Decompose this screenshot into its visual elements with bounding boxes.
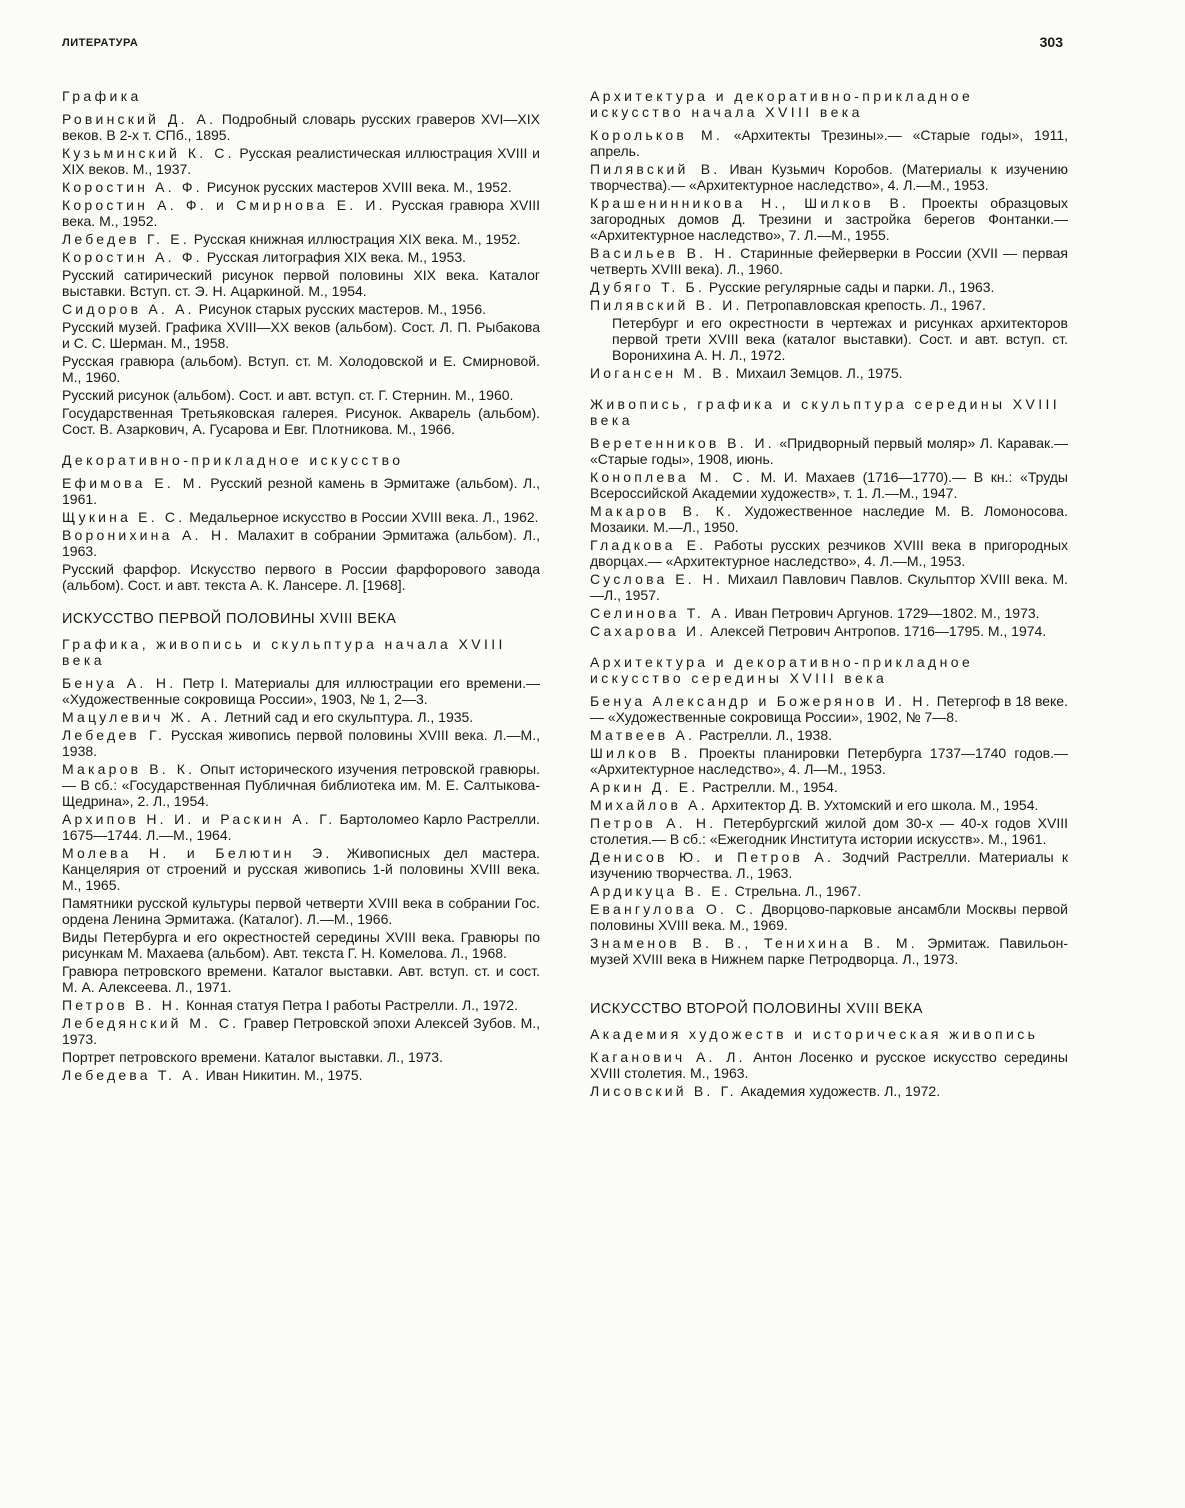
entry-text: «Архитекты Трезины».— «Старые годы», 1911, апрель. [590, 127, 1068, 159]
entry-text: Дворцово-парковые ансамбли Москвы первой половины XVIII века. М., 1969. [590, 901, 1068, 933]
entry-text: Иван Кузьмич Коробов. (Материалы к изучению творчества).— «Архитектурное наследство», 4. Л.—М., 1953. [590, 161, 1068, 193]
entry-text: Русский сатирический рисунок первой половины XIX века. Каталог выставки. Вступ. ст. Э. Н. Ацаркиной. М., 1954. [62, 267, 540, 299]
entry-text: Петр I. Материалы для иллюстрации его времени.— «Художественные сокровища России», 1903, № 1, 2—3. [62, 675, 540, 707]
bib-entry [62, 675, 540, 707]
bib-entry [62, 197, 540, 229]
entry-author: Лисовский В. Г. [590, 1083, 737, 1099]
bib-entry [590, 1083, 1068, 1099]
entry-text: Русская гравюра XVIII века. М., 1952. [62, 197, 541, 229]
bib-entry [62, 929, 540, 961]
bib-entry [62, 963, 540, 995]
entry-text: Опыт исторического изучения петровской гравюры.— В сб.: «Государственная Публичная библиотека им. М. Е. Салтыкова-Щедрина», 2. Л., 1954. [62, 761, 540, 809]
bib-entry [590, 245, 1068, 277]
entry-text: Работы русских резчиков XVIII века в пригородных дворцах.— «Архитектурное наследство», 4. Л.—М., 1953. [590, 537, 1069, 569]
entry-author: Селинова Т. А. [590, 605, 731, 621]
entry-author: Макаров В. К. [590, 503, 735, 519]
entry-text: Михаил Земцов. Л., 1975. [732, 365, 903, 381]
bib-entry [590, 815, 1068, 847]
entry-author: Лебедева Т. А. [62, 1067, 202, 1083]
entry-author: Матвеев А. [590, 727, 696, 743]
entry-text: Русские регулярные сады и парки. Л., 1963. [704, 279, 995, 295]
bib-entry [62, 997, 540, 1013]
section-heading: Графика [62, 88, 142, 104]
running-head: ЛИТЕРАТУРА [62, 37, 139, 49]
entry-text: Гравер Петровской эпохи Алексей Зубов. М., 1973. [62, 1015, 541, 1047]
bib-entry [62, 895, 540, 927]
bib-entry [62, 845, 540, 893]
entry-text: Малахит в собрании Эрмитажа (альбом). Л., 1963. [62, 527, 540, 559]
entry-text: Петропавловская крепость. Л., 1967. [742, 297, 986, 313]
entry-text: Стрельна. Л., 1967. [730, 883, 862, 899]
entry-text: Подробный словарь русских граверов XVI—XIX веков. В 2-х т. СПб., 1895. [62, 111, 540, 143]
bib-entry [590, 279, 1068, 295]
entry-text: Алексей Петрович Антропов. 1716—1795. М., 1974. [706, 623, 1047, 639]
entry-text: Живописных дел мастера. Канцелярия от строений и русская живопись 1-й половины XVIII века. М., 1965. [62, 845, 540, 893]
entry-author: Лебедев Г. [62, 727, 166, 743]
right-column [590, 86, 1068, 1101]
entry-text: Русская литография XIX века. М., 1953. [202, 249, 466, 265]
entry-author: Ардикуца В. Е. [590, 883, 731, 899]
entry-author: Денисов Ю. и Петров А. [590, 849, 835, 865]
section-heading: Живопись, графика и скульптура середины XVIII века [590, 396, 1061, 428]
entry-author: Михайлов А. [590, 797, 708, 813]
bib-entry [590, 727, 1068, 743]
bib-entry [590, 469, 1068, 501]
bib-entry [62, 761, 540, 809]
entry-text: М. И. Махаев (1716—1770).— В кн.: «Труды Всероссийской Академии художеств», т. 1. Л.—М., 1947. [590, 469, 1068, 501]
entry-author: Евангулова О. С. [590, 901, 757, 917]
bib-entry [62, 1049, 540, 1065]
entry-text: Иван Никитин. М., 1975. [201, 1067, 363, 1083]
bib-entry [62, 319, 540, 351]
entry-text: Эрмитаж. Павильон-музей XVIII века в Нижнем парке Петродворца. Л., 1973. [590, 935, 1068, 967]
entry-author: Петров А. Н. [590, 815, 717, 831]
bib-entry [590, 365, 1068, 381]
entry-author: Шилков В. [590, 745, 691, 761]
bib-entry [62, 179, 540, 195]
entry-author: Коростин А. Ф. [62, 179, 203, 195]
entry-author: Лебедев Г. Е. [62, 231, 190, 247]
bib-entry [590, 849, 1068, 881]
bib-entry [62, 475, 540, 507]
entry-text: Петербургский жилой дом 30-х — 40-х годов XVIII столетия.— В сб.: «Ежегодник Института истории искусств». М., 1961. [590, 815, 1068, 847]
entry-author: Петров В. Н. [62, 997, 183, 1013]
entry-author: Архипов Н. И. и Раскин А. Г. [62, 811, 336, 827]
entry-text: Русская живопись первой половины XVIII века. Л.—М., 1938. [62, 727, 540, 759]
entry-author: Сидоров А. А. [62, 301, 195, 317]
bib-entry [62, 353, 540, 385]
entry-text: Проекты планировки Петербурга 1737—1740 годов.— «Архитектурное наследство», 4. Л—М., 1953. [590, 745, 1068, 777]
entry-text: Медальерное искусство в России XVIII века. Л., 1962. [185, 509, 539, 525]
entry-text: Академия художеств. Л., 1972. [736, 1083, 941, 1099]
entry-author: Макаров В. К. [62, 761, 196, 777]
entry-text: Михаил Павлович Павлов. Скульптор XVIII века. М.—Л., 1957. [590, 571, 1068, 603]
entry-text: Русский рисунок (альбом). Сост. и авт. вступ. ст. Г. Стернин. М., 1960. [62, 387, 514, 403]
entry-text: Русский музей. Графика XVIII—XX веков (альбом). Сост. Л. П. Рыбакова и С. С. Шерман. М., 1958. [62, 319, 540, 351]
entry-author: Лебедянский М. С. [62, 1015, 240, 1031]
entry-author: Бенуа Александр и Божерянов И. Н. [590, 693, 933, 709]
section-heading: Архитектура и декоративно-прикладное искусство середины XVIII века [590, 654, 974, 686]
entry-text: Иван Петрович Аргунов. 1729—1802. М., 1973. [730, 605, 1040, 621]
bib-entry [590, 503, 1068, 535]
section-heading: Академия художеств и историческая живопись [590, 1026, 1039, 1042]
left-column [62, 86, 540, 1085]
section-heading: Графика, живопись и скульптура начала XVIII века [62, 636, 506, 668]
entry-text: Государственная Третьяковская галерея. Рисунок. Акварель (альбом). Сост. В. Азаркович, А. Гусарова и Евг. Плотникова. М., 1966. [62, 405, 540, 437]
bib-entry [62, 727, 540, 759]
entry-text: Растрелли. Л., 1938. [695, 727, 833, 743]
entry-text: Конная статуя Петра I работы Растрелли. Л., 1972. [182, 997, 518, 1013]
bib-entry [590, 693, 1068, 725]
entry-author: Коростин А. Ф. [62, 249, 203, 265]
entry-author: Веретенников В. И. [590, 435, 775, 451]
bib-entry [590, 195, 1068, 243]
entry-text: Портрет петровского времени. Каталог выставки. Л., 1973. [62, 1049, 443, 1065]
bib-entry [62, 527, 540, 559]
entry-author: Воронихина А. Н. [62, 527, 232, 543]
bib-entry [590, 883, 1068, 899]
entry-text: Русская книжная иллюстрация XIX века. М., 1952. [189, 231, 521, 247]
entry-text: Художественное наследие М. В. Ломоносова. Мозаики. М.—Л., 1950. [590, 503, 1068, 535]
entry-author: Знаменов В. В., Тенихина В. М. [590, 935, 918, 951]
bib-entry [590, 605, 1068, 621]
entry-text: Петергоф в 18 веке.— «Художественные сокровища России», 1902, № 7—8. [590, 693, 1068, 725]
entry-author: Крашенинникова Н., Шилков В. [590, 195, 910, 211]
entry-author: Ефимова Е. М. [62, 475, 205, 491]
entry-author: Бенуа А. Н. [62, 675, 177, 691]
bib-entry [590, 901, 1068, 933]
entry-text: Старинные фейерверки в России (XVII — первая четверть XVIII века). Л., 1960. [590, 245, 1068, 277]
entry-author: Кузьминский К. С. [62, 145, 235, 161]
entry-author: Сахарова И. [590, 623, 707, 639]
bib-entry [62, 811, 540, 843]
page-number: 303 [1039, 34, 1063, 50]
bib-entry [62, 267, 540, 299]
bib-entry [62, 405, 540, 437]
entry-text: Русская гравюра (альбом). Вступ. ст. М. Холодовской и Е. Смирновой. М., 1960. [62, 353, 540, 385]
entry-author: Пилявский В. [590, 161, 721, 177]
bib-entry [62, 249, 540, 265]
entry-author: Иогансен М. В. [590, 365, 733, 381]
bib-entry [590, 935, 1068, 967]
bib-entry [590, 1049, 1068, 1081]
entry-author: Коростин А. Ф. и Смирнова Е. И. [62, 197, 386, 213]
entry-text: «Придворный первый моляр» Л. Каравак.— «Старые годы», 1908, июнь. [590, 435, 1068, 467]
entry-author: Мацулевич Ж. А. [62, 709, 221, 725]
bib-entry [590, 435, 1068, 467]
bib-entry [62, 709, 540, 725]
entry-text: Проекты образцовых загородных домов Д. Трезини и застройка берегов Фонтанки.— «Архитектурное наследство», 7. Л.—М., 1955. [590, 195, 1068, 243]
entry-text: Памятники русской культуры первой четверти XVIII века в собрании Гос. ордена Ленина Эрмитажа. (Каталог). Л.—М., 1966. [62, 895, 540, 927]
entry-author: Аркин Д. Е. [590, 779, 699, 795]
entry-author: Гладкова Е. [590, 537, 707, 553]
entry-text: Летний сад и его скульптура. Л., 1935. [220, 709, 474, 725]
entry-author: Ровинский Д. А. [62, 111, 217, 127]
entry-author: Дубяго Т. Б. [590, 279, 705, 295]
entry-author: Молева Н. и Белютин Э. [62, 845, 333, 861]
entry-text: Зодчий Растрелли. Материалы к изучению творчества. Л., 1963. [590, 849, 1068, 881]
bib-entry [590, 623, 1068, 639]
bib-entry [62, 387, 540, 403]
entry-author: Каганович А. Л. [590, 1049, 746, 1065]
entry-author: Васильев В. Н. [590, 245, 735, 261]
chapter-heading: ИСКУССТВО ВТОРОЙ ПОЛОВИНЫ XVIII ВЕКА [590, 1001, 923, 1017]
bib-entry [62, 1015, 540, 1047]
bib-entry [590, 537, 1068, 569]
entry-text: Антон Лосенко и русское искусство середины XVIII столетия. М., 1963. [590, 1049, 1068, 1081]
chapter-heading: ИСКУССТВО ПЕРВОЙ ПОЛОВИНЫ XVIII ВЕКА [62, 611, 397, 627]
bib-entry [590, 745, 1068, 777]
bib-entry [590, 161, 1068, 193]
bib-entry [62, 301, 540, 317]
bib-entry [62, 509, 540, 525]
entry-author: Корольков М. [590, 127, 723, 143]
entry-text: Рисунок старых русских мастеров. М., 1956. [194, 301, 487, 317]
entry-text: Русский фарфор. Искусство первого в России фарфорового завода (альбом). Сост. и авт. текста А. К. Лансере. Л. [1968]. [62, 561, 540, 593]
entry-text: Рисунок русских мастеров XVIII века. М., 1952. [202, 179, 512, 195]
entry-text: Растрелли. М., 1954. [698, 779, 838, 795]
section-heading: Декоративно-прикладное искусство [62, 452, 404, 468]
entry-author: Суслова Е. Н. [590, 571, 724, 587]
bib-entry [62, 231, 540, 247]
entry-text: Бартоломео Карло Растрелли. 1675—1744. Л.—М., 1964. [62, 811, 540, 843]
bib-entry [62, 111, 540, 143]
entry-author: Коноплева М. С. [590, 469, 753, 485]
entry-text: Гравюра петровского времени. Каталог выставки. Авт. вступ. ст. и сост. М. А. Алексеева. Л., 1971. [62, 963, 540, 995]
entry-text: Петербург и его окрестности в чертежах и рисунках архитекторов первой трети XVIII века (каталог выставки). Сост. и авт. вступ. ст. Воронихина А. Н. Л., 1972. [612, 315, 1068, 363]
entry-author: Щукина Е. С. [62, 509, 186, 525]
bib-entry [590, 315, 1068, 363]
bib-entry [590, 297, 1068, 313]
bib-entry [62, 561, 540, 593]
bib-entry [590, 571, 1068, 603]
section-heading: Архитектура и декоративно-прикладное искусство начала XVIII века [590, 88, 974, 120]
bib-entry [590, 779, 1068, 795]
entry-text: Виды Петербурга и его окрестностей середины XVIII века. Гравюры по рисункам М. Махаева (альбом). Авт. текста Г. Н. Комелова. Л., 1968. [62, 929, 540, 961]
bib-entry [62, 1067, 540, 1083]
entry-text: Русская реалистическая иллюстрация XVIII и XIX веков. М., 1937. [62, 145, 540, 177]
bib-entry [62, 145, 540, 177]
bib-entry [590, 127, 1068, 159]
entry-text: Архитектор Д. В. Ухтомский и его школа. М., 1954. [707, 797, 1039, 813]
entry-text: Русский резной камень в Эрмитаже (альбом). Л., 1961. [62, 475, 540, 507]
entry-author: Пилявский В. И. [590, 297, 743, 313]
bib-entry [590, 797, 1068, 813]
